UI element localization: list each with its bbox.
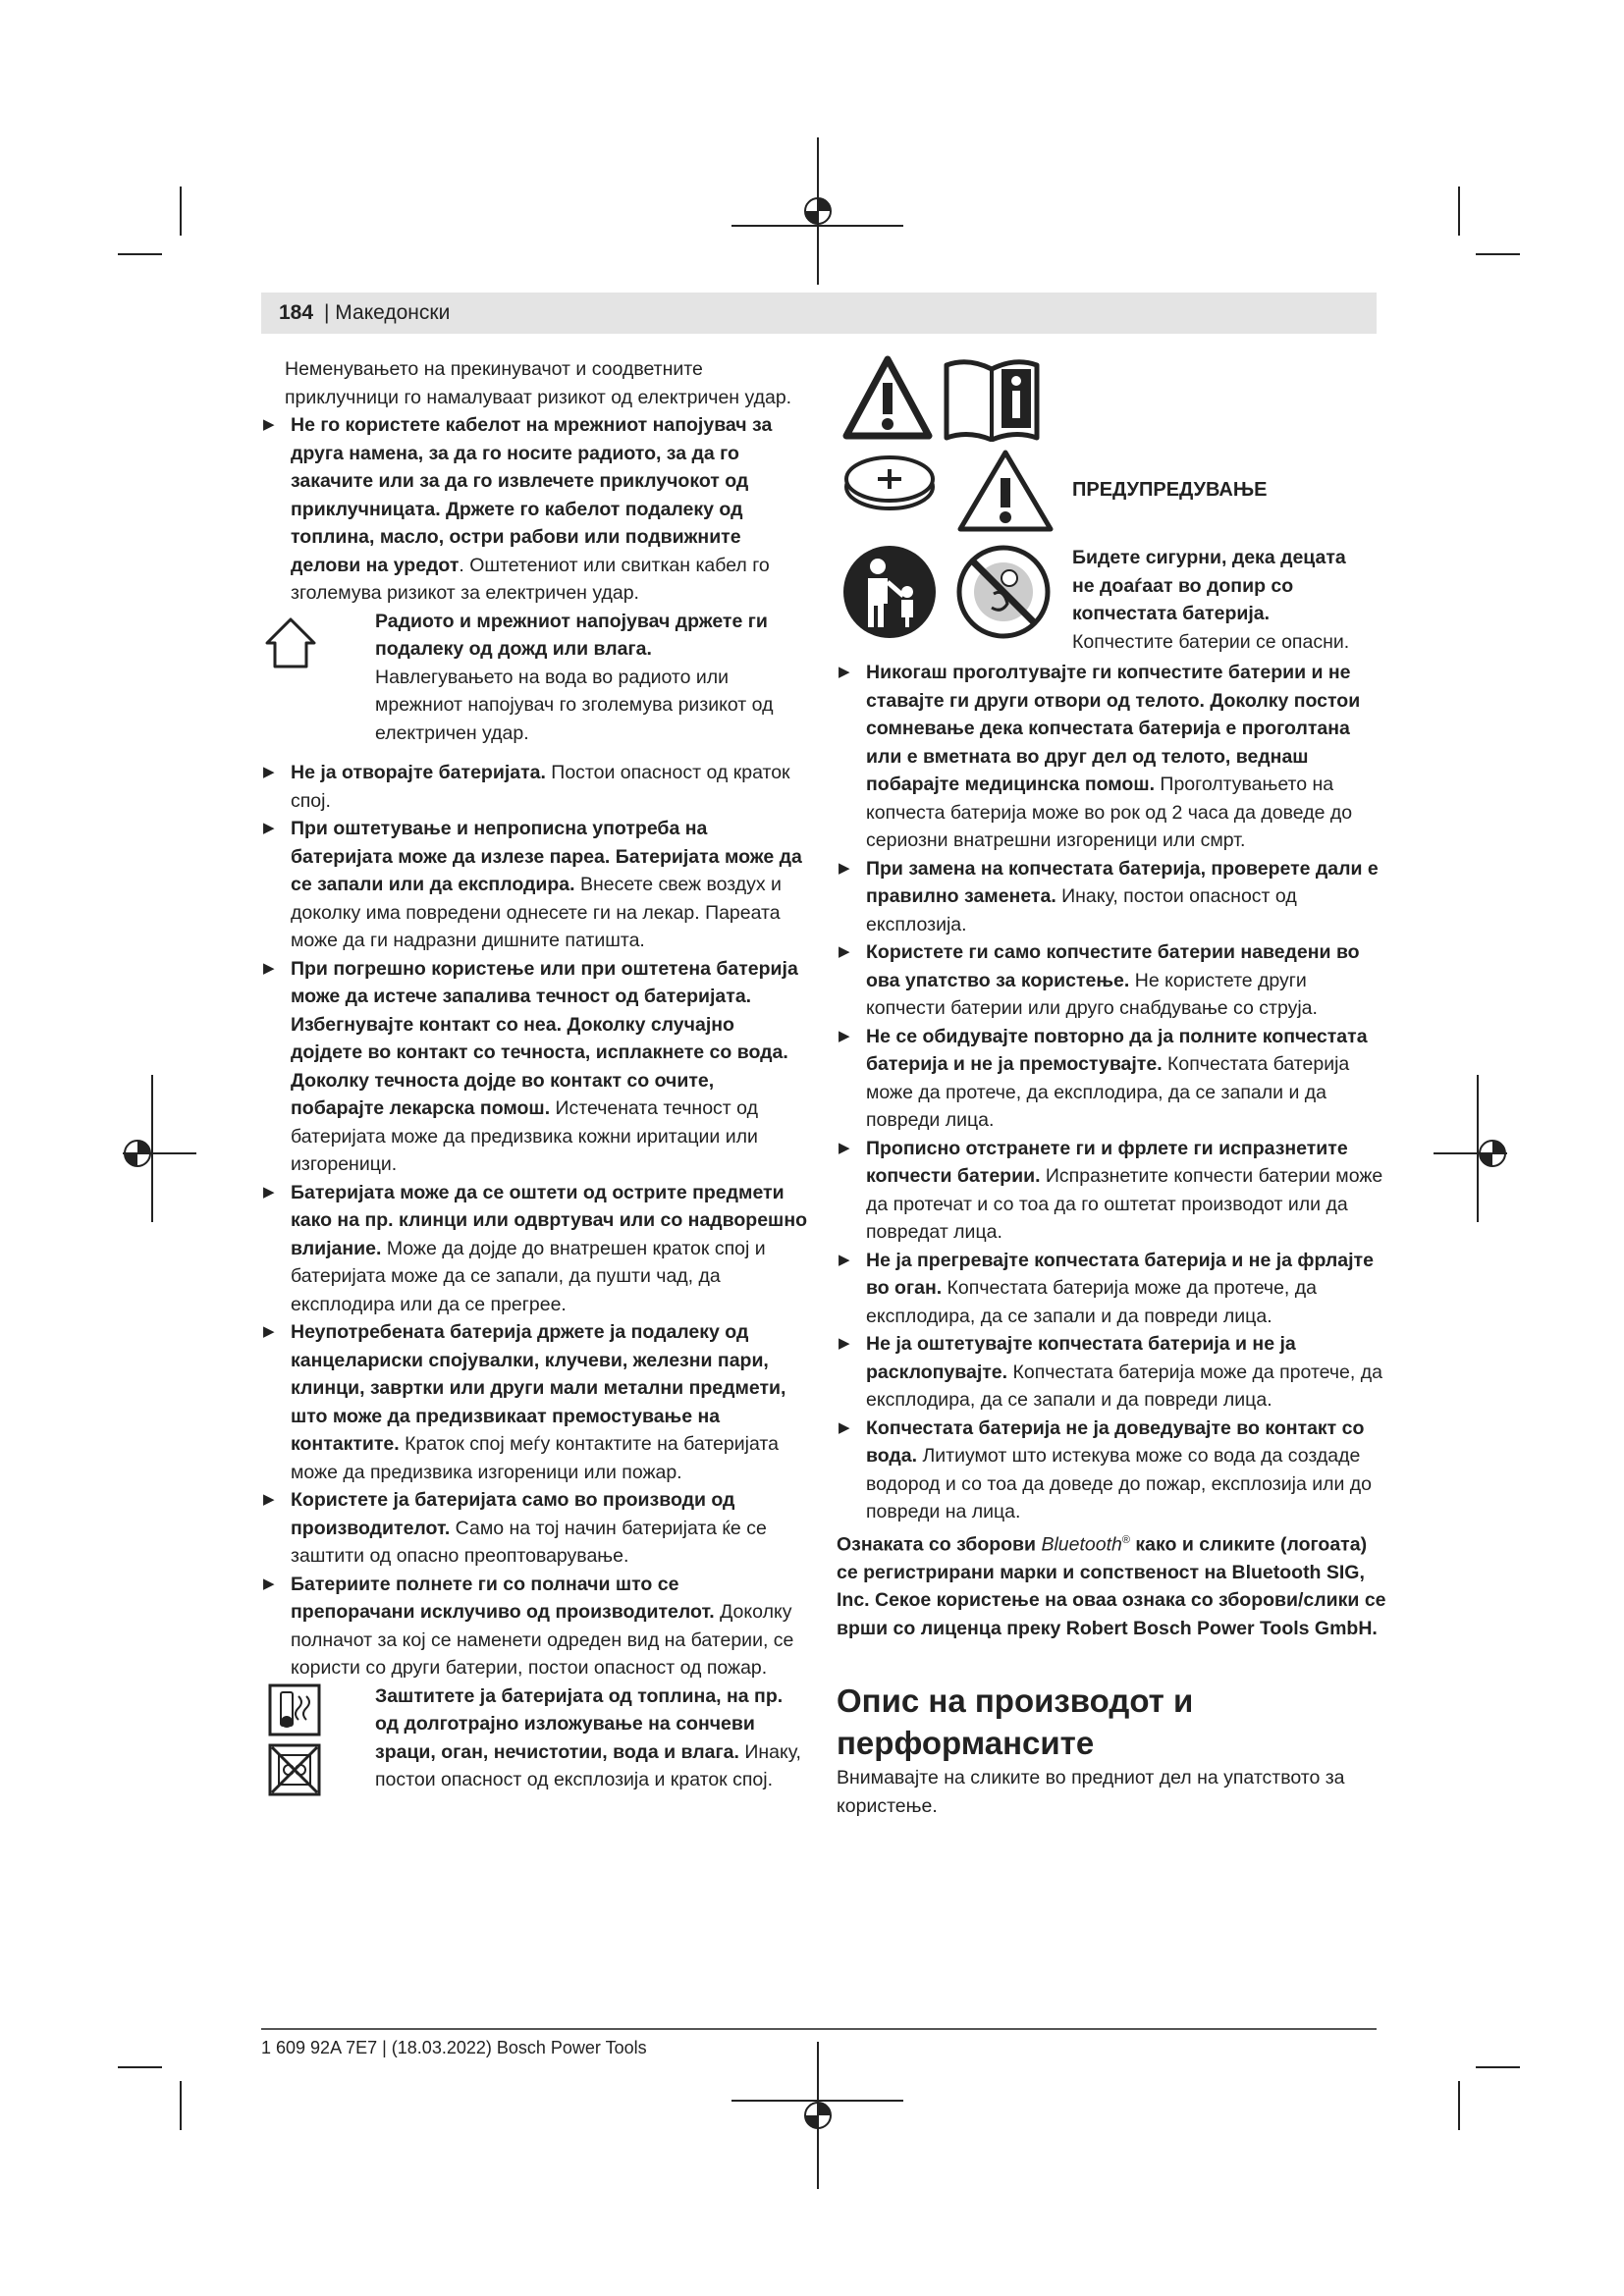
coin-battery-icon <box>842 454 937 512</box>
home-icon-item: Радиото и мрежниот напојувач држете ги подалеку од дожд или влага. Навлегувањето на вода во радиото или мрежниот напојувач го зголемува ризикот од електричен удар. <box>261 608 807 748</box>
list-item: ▶ Користете ги само копчестите батерии наведени во ова упатство за користење. Не користете други копчести батерии или друго снабдување со струја. <box>837 938 1386 1023</box>
page-header <box>261 293 1377 334</box>
list-item: ▶ Батеријата може да се оштети од острите предмети како на пр. клинци или одвртувач или со надворешно влијание. Може да дојде до внатрешен краток спој и батеријата може да се запали, да пушти чад, да експлодира или да се прегрее. <box>261 1179 807 1319</box>
registration-mark-icon <box>731 2042 903 2189</box>
footer-text: 1 609 92A 7E7 | (18.03.2022) Bosch Power Tools <box>261 2038 647 2057</box>
section-text: Внимавајте на сликите во предниот дел на упатството за користење. <box>837 1767 1345 1817</box>
list-item: ▶ При погрешно користење или при оштетена батерија може да истече запалива течност од батеријата. Избегнувајте контакт со неа. Доколку случајно дојдете во контакт со течноста, исплакнете со вода. Доколку течноста дојде во контакт со очите, побарајте лекарска помош. Истечената течност од батеријата може да предизвика кожни иритации или изгореници. <box>261 955 807 1179</box>
read-manual-icon <box>943 355 1041 442</box>
list-item: ▶ Не ја отворајте батеријата. Постои опасност од краток спој. <box>261 759 807 815</box>
registration-mark-icon <box>1434 1075 1532 1222</box>
crop-mark <box>1476 253 1520 255</box>
list-item: ▶ При замена на копчестата батерија, проверете дали е правилно заменета. Инаку, постои опасност од експлозија. <box>837 855 1386 939</box>
child-warning: Бидете сигурни, дека децата не доаѓаат во допир со копчестата батерија. Копчестите батерии се опасни. <box>1072 547 1350 653</box>
bluetooth-note: Ознаката со зборови Bluetooth® како и сликите (логоата) се регистрирани марки и сопственост на Bluetooth SIG, Inc. Секое користење на оваа ознака со зборови/слики се врши со лиценца преку Robert Bosch Power Tools GmbH. <box>837 1533 1386 1639</box>
registration-mark-icon <box>731 137 903 285</box>
list-item: ▶ Не ја оштетувајте копчестата батерија и не ја расклопувајте. Копчестата батерија може да протече, да експлодира, да се запали и да повреди лица. <box>837 1330 1386 1415</box>
list-item: ▶ Користете ја батеријата само во производи од производителот. Само на тој начин батеријата ќе се заштити од опасно преоптоварување. <box>261 1486 807 1571</box>
list-item: ▶ Копчестата батерија не ја доведувајте во контакт со вода. Литиумот што истекува може со вода да создаде водород и со тоа да доведе до пожар, експлозија или до повреди на лица. <box>837 1415 1386 1526</box>
warning-triangle-icon <box>840 353 935 442</box>
page-number: 184 <box>279 301 314 324</box>
keep-away-from-children-icon <box>840 543 939 641</box>
intro-text: Неменувањето на прекинувачот и соодветните приклучници го намалуваат ризикот од електричен удар. <box>285 358 792 408</box>
footer-rule <box>261 2028 1377 2030</box>
crop-mark <box>1458 187 1460 236</box>
crop-mark <box>180 187 182 236</box>
left-column <box>261 355 807 1806</box>
no-swallow-battery-icon <box>954 543 1053 641</box>
crop-mark <box>180 2081 182 2130</box>
heat-protection-icon <box>267 1682 322 1800</box>
crop-mark <box>1476 2066 1520 2068</box>
warning-triangle-icon <box>954 447 1056 535</box>
list-item: ▶ Не го користете кабелот на мрежниот напојувач за друга намена, за да го носите радиото, за да го закачите или за да го извлечете приклучокот од приклучницата. Држете го кабелот подалеку од топлина, масло, остри рабови или подвижните делови на уредот. Оштетениот или свиткан кабел го зголемува ризикот за електричен удар. <box>261 411 807 608</box>
home-icon <box>261 614 320 672</box>
header-language: | Македонски <box>324 301 451 324</box>
crop-mark <box>118 2066 162 2068</box>
warning-label: ПРЕДУПРЕДУВАЊЕ <box>1072 479 1268 501</box>
list-item: ▶ Не се обидувајте повторно да ја полните копчестата батерија и не ја премостувајте. Копчестата батерија може да протече, да експлодира, да се запали и да повреди лица. <box>837 1023 1386 1135</box>
list-item: ▶ Никогаш проголтувајте ги копчестите батерии и не ставајте ги други отвори од телото. Доколку постои сомневање дека копчестата батерија е проголтана или е вметната во друг дел од телото, веднаш побарајте медицинска помош. Проголтувањето на копчеста батерија може во рок од 2 часа да доведе до сериозни внатрешни изгореници или смрт. <box>837 659 1386 855</box>
list-item: ▶ Неупотребената батерија држете ја подалеку од канцелариски спојувалки, клучеви, железни пари, клинци, завртки или други мали метални предмети, што може да предизвикаат премостување на контактите. Краток спој меѓу контактите на батеријата може да предизвика изгореници или пожар. <box>261 1318 807 1486</box>
section-title: Опис на производот и перформансите <box>837 1682 1194 1761</box>
crop-mark <box>1458 2081 1460 2130</box>
right-column <box>837 659 1386 1820</box>
list-item: ▶ Батериите полнете ги со полначи што се препорачани исклучиво од производителот. Доколку полначот за кој се наменети одреден вид на батерии, се користи со други батерии, постои опасност од пожар. <box>261 1571 807 1682</box>
list-item: ▶ Не ја прегревајте копчестата батерија и не ја фрлајте во оган. Копчестата батерија може да протече, да експлодира, да се запали и да повреди лица. <box>837 1247 1386 1331</box>
registration-mark-icon <box>98 1075 196 1222</box>
list-item: ▶ При оштетување и непрописна употреба на батеријата може да излезе пареа. Батеријата може да се запали или да експлодира. Внесете свеж воздух и доколку има повредени однесете ги на лекар. Пареата може да ги надразни дишните патишта. <box>261 815 807 955</box>
crop-mark <box>118 253 162 255</box>
list-item: ▶ Прописно отстранете ги и фрлете ги испразнетите копчести батерии. Испразнетите копчести батерии може да протечат и со тоа да го оштетат производот или да повредат лица. <box>837 1135 1386 1247</box>
heat-icon-item: Заштитете ја батеријата од топлина, на пр. од долготрајно изложување на сончеви зраци, оган, нечистотии, вода и влага. Инаку, постои опасност од експлозија и краток спој. <box>261 1682 807 1794</box>
